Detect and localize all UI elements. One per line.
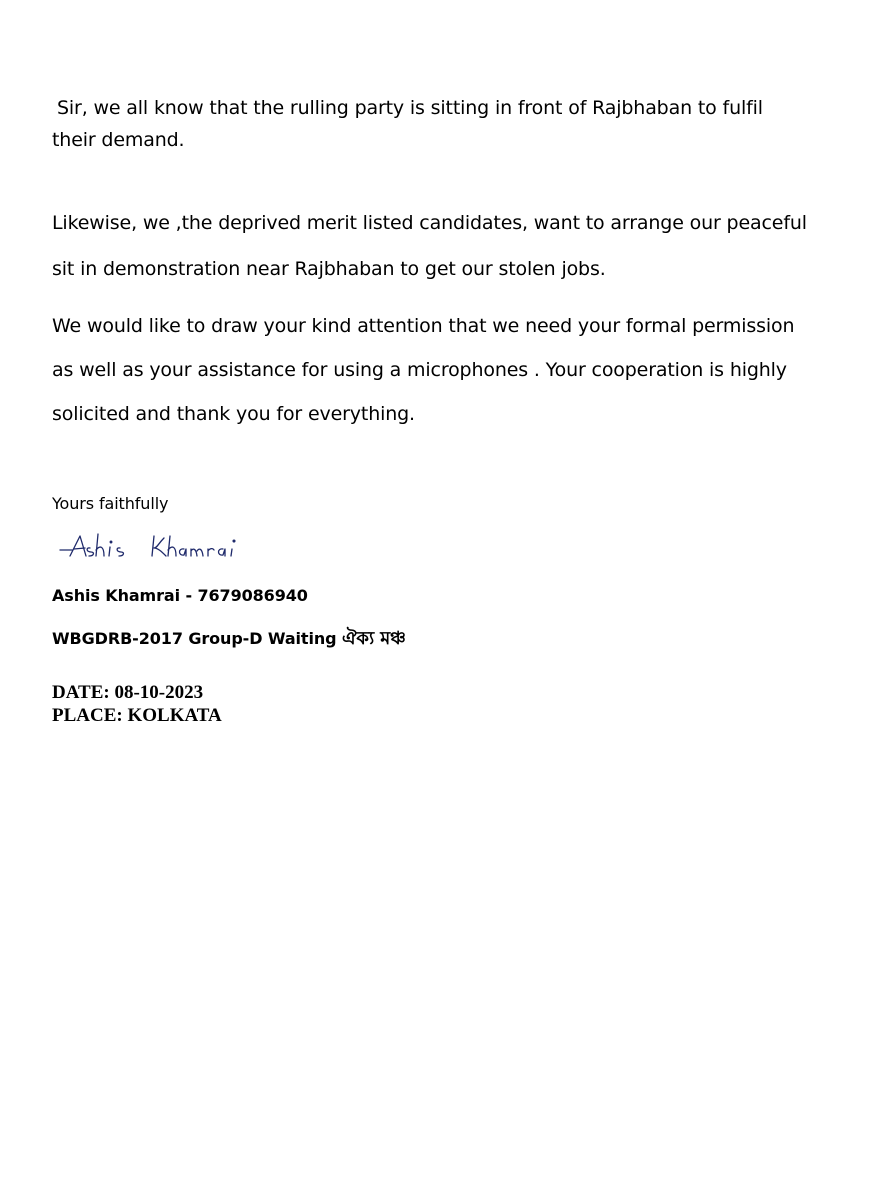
paragraph-demand — [52, 92, 852, 156]
paragraph-permission-request — [52, 304, 852, 436]
signatory-name-phone: Ashis Khamrai - 7679086940 — [52, 586, 308, 605]
date-text: DATE: 08-10-2023 — [52, 682, 204, 703]
closing-salutation: Yours faithfully — [52, 494, 169, 513]
letter-body — [52, 92, 852, 436]
paragraph-line: sit in demonstration near Rajbhaban to get our stolen jobs. — [52, 258, 606, 280]
paragraph-line: Sir, we all know that the rulling party is sitting in front of Rajbhaban to fulfil — [57, 97, 763, 119]
paragraph-demonstration — [52, 200, 852, 292]
handwritten-signature — [58, 530, 278, 564]
organization-bengali: ঐক্য মঞ্চ — [342, 628, 406, 649]
paragraph-line: Likewise, we ,the deprived merit listed candidates, want to arrange our peaceful — [52, 212, 807, 234]
paragraph-line: as well as your assistance for using a microphones . Your cooperation is highly — [52, 359, 787, 381]
organization-latin: WBGDRB-2017 Group-D Waiting — [52, 629, 337, 648]
place-text: PLACE: KOLKATA — [52, 705, 222, 726]
organization-name — [52, 624, 406, 655]
paragraph-line: We would like to draw your kind attention that we need your formal permission — [52, 315, 795, 337]
paragraph-line: their demand. — [52, 129, 185, 151]
date-place-block — [52, 681, 222, 727]
paragraph-line: solicited and thank you for everything. — [52, 403, 415, 425]
